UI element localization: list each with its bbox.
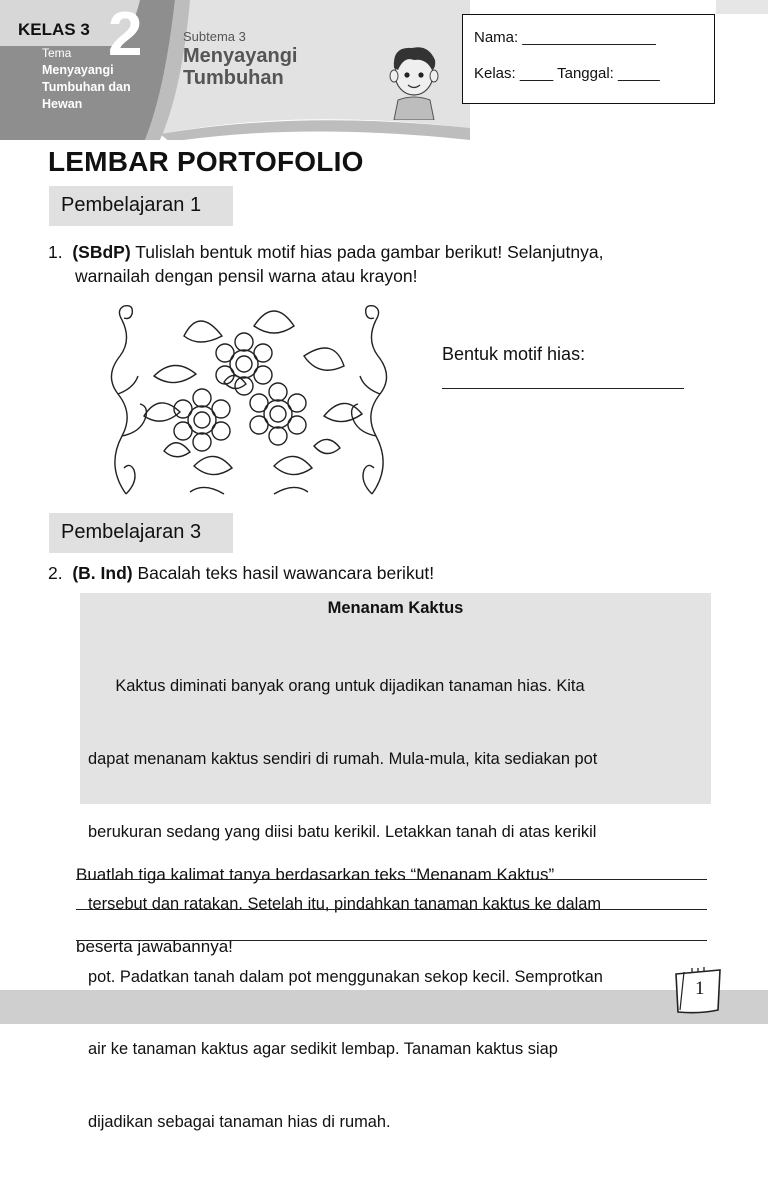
theme-number: 2 (108, 0, 143, 69)
question-text: Tulislah bentuk motif hias pada gambar berikut! Selanjutnya, (130, 242, 604, 262)
task-line: Buatlah tiga kalimat tanya berdasarkan teks “Menanam Kaktus” (76, 865, 555, 884)
theme-label: Tema (42, 46, 72, 60)
answer-line-2[interactable] (76, 909, 707, 910)
motif-answer-line[interactable] (442, 388, 684, 389)
theme-name-line: Menyayangi (42, 63, 114, 77)
subtheme-label: Subtema 3 (183, 29, 246, 44)
name-field[interactable]: Nama: ________________ (474, 29, 656, 46)
motif-answer-label: Bentuk motif hias: (442, 344, 586, 364)
task-instruction (76, 815, 554, 983)
reading-line: pot. Padatkan tanah dalam pot menggunakan sekop kecil. Semprotkan (88, 967, 603, 986)
page-title: LEMBAR PORTOFOLIO (48, 146, 364, 177)
question-1-line2: warnailah dengan pensil warna atau krayon! (75, 266, 418, 286)
question-2 (48, 561, 434, 585)
subtheme-name-line: Tumbuhan (183, 67, 284, 89)
subtheme-name (183, 45, 297, 89)
question-1 (48, 240, 603, 264)
theme-name-line: Tumbuhan dan (42, 80, 131, 94)
theme-name (42, 61, 162, 114)
answer-line-3[interactable] (76, 940, 707, 941)
question-subject: (B. Ind) (72, 563, 133, 583)
theme-name-line: Hewan (42, 97, 83, 111)
page-number: 1 (695, 978, 705, 999)
footer-band (0, 990, 768, 1024)
section-heading-3: Pembelajaran 3 (49, 513, 233, 553)
class-label: KELAS 3 (18, 20, 90, 39)
reading-title: Menanam Kaktus (327, 599, 464, 617)
question-subject: (SBdP) (72, 242, 131, 262)
reading-line: dapat menanam kaktus sendiri di rumah. Mula-mula, kita sediakan pot (88, 750, 598, 769)
question-text: Bacalah teks hasil wawancara berikut! (132, 563, 435, 583)
reading-line: tersebut dan ratakan. Setelah itu, pindahkan tanaman kaktus ke dalam (88, 895, 601, 914)
subtheme-name-line: Menyayangi (183, 45, 298, 67)
student-identity-box (462, 14, 715, 104)
reading-line: air ke tanaman kaktus agar sedikit lembap. Tanaman kaktus siap (88, 1040, 558, 1059)
task-line: beserta jawabannya! (76, 937, 233, 956)
answer-line-1[interactable] (76, 879, 707, 880)
class-date-field[interactable]: Kelas: ____ Tanggal: _____ (474, 65, 660, 82)
reading-line: dijadikan sebagai tanaman hias di rumah. (88, 1113, 391, 1132)
reading-line: Kaktus diminati banyak orang untuk dijadikan tanaman hias. Kita (88, 677, 585, 696)
section-heading-1: Pembelajaran 1 (49, 186, 233, 226)
reading-line: berukuran sedang yang diisi batu kerikil. Letakkan tanah di atas kerikil (88, 822, 597, 841)
floral-motif-illustration (104, 296, 394, 501)
question-number: 1. (48, 242, 63, 262)
question-number: 2. (48, 563, 63, 583)
boy-mascot-illustration (384, 40, 444, 120)
